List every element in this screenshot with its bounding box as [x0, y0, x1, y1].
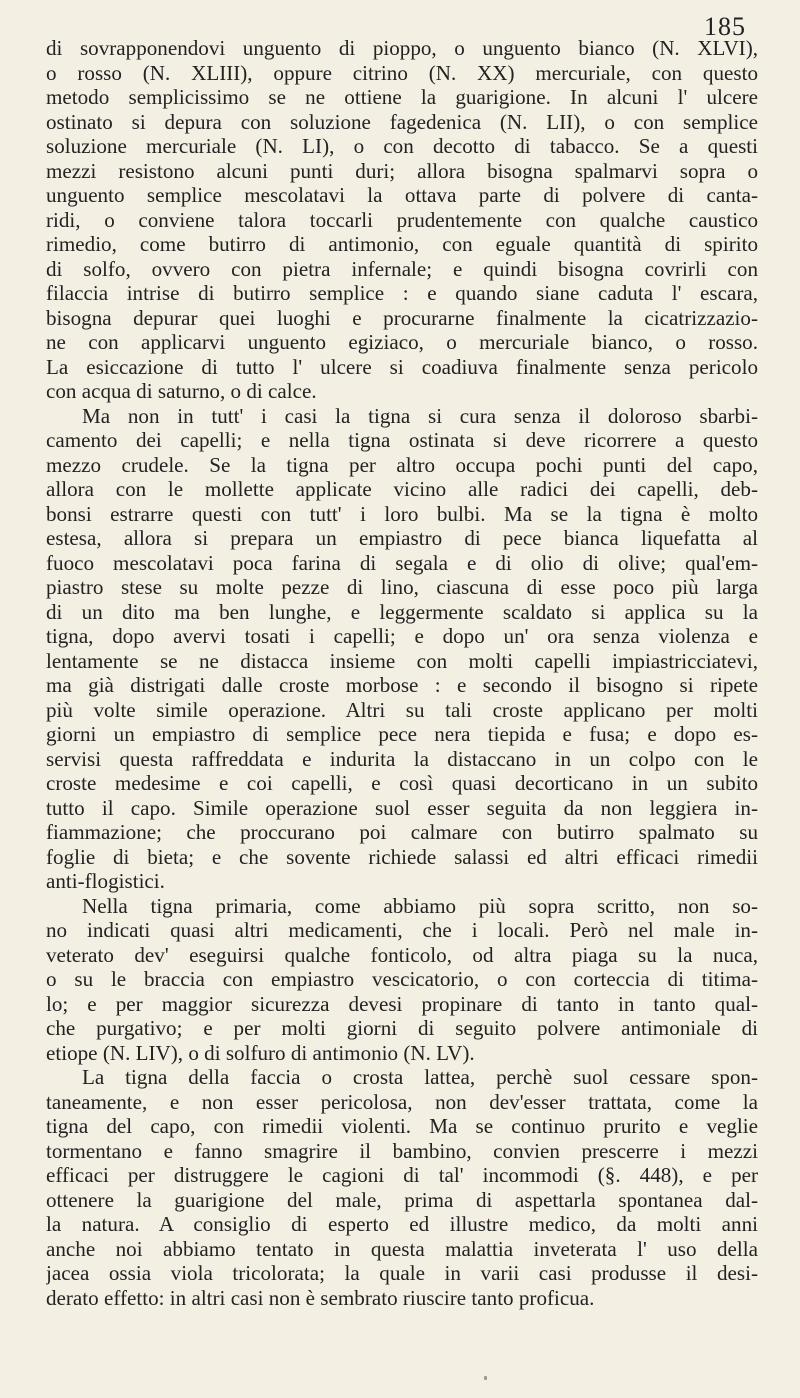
- text-line: mezzi resistono alcuni punti duri; allora bisogna spalmarvi sopra o: [46, 158, 758, 183]
- text-line: ottenere la guarigione del male, prima di aspettarla spontanea dal-: [46, 1187, 758, 1212]
- text-line: filaccia intrise di butirro semplice : e quando siane caduta l' escara,: [46, 281, 758, 305]
- text-line: etiope (N. LIV), o di solfuro di antimonio (N. LV).: [46, 1040, 475, 1065]
- text-line: veterato dev' eseguirsi qualche fonticolo, od altra piaga su la nuca,: [46, 942, 758, 967]
- text-line: allora con le mollette applicate vicino alle radici dei capelli, deb-: [46, 477, 758, 501]
- text-line: efficaci per distruggere le cagioni di tal' incommodi (§. 448), e per: [46, 1163, 758, 1187]
- text-line: Nella tigna primaria, come abbiamo più sopra scritto, non so-: [82, 893, 758, 918]
- text-line: lo; e per maggior sicurezza devesi propinare di tanto in tanto qual-: [46, 991, 758, 1016]
- page-number: 185: [704, 12, 746, 41]
- text-line: bisogna depurar quei luoghi e procurarne finalmente la cicatrizzazio-: [46, 305, 758, 330]
- text-line: unguento semplice mescolatavi la ottava parte di polvere di canta-: [46, 183, 758, 207]
- text-line: tutto il capo. Simile operazione suol esser seguita da non leggiera in-: [46, 795, 758, 820]
- text-line: taneamente, e non esser pericolosa, non dev'esser trattata, come la: [46, 1089, 758, 1114]
- text-line: Ma non in tutt' i casi la tigna si cura senza il doloroso sbarbi-: [82, 403, 758, 428]
- text-line: rimedio, come butirro di antimonio, con eguale quantità di spirito: [46, 232, 758, 256]
- text-line: o rosso (N. XLIII), oppure citrino (N. XX) mercuriale, con questo: [46, 60, 758, 85]
- text-line: più volte simile operazione. Altri su tali croste applicano per molti: [46, 697, 758, 722]
- text-line: no indicati quasi altri medicamenti, che i locali. Però nel male in-: [46, 918, 758, 942]
- text-line: fiammazione; che proccurano poi calmare con butirro spalmato su: [46, 820, 758, 844]
- text-line: di solfo, ovvero con pietra infernale; e quindi bisogna covrirli con: [46, 256, 758, 281]
- text-line: di un dito ma ben lunghe, e leggermente scaldato si applica su la: [46, 599, 758, 624]
- text-line: tormentano e fanno smagrire il bambino, convien prescerre i mezzi: [46, 1138, 758, 1163]
- text-line: soluzione mercuriale (N. LI), o con decotto di tabacco. Se a questi: [46, 134, 758, 158]
- text-line: lentamente se ne distacca insieme con molti capelli impiastricciatevi,: [46, 648, 758, 673]
- text-line: mezzo crudele. Se la tigna per altro occupa pochi punti del capo,: [46, 452, 758, 477]
- text-line: ne con applicarvi unguento egiziaco, o mercuriale bianco, o rosso.: [46, 330, 758, 354]
- text-line: anti-flogistici.: [46, 869, 165, 893]
- text-line: con acqua di saturno, o di calce.: [46, 379, 317, 403]
- text-line: fuoco mescolatavi poca farina di segala e di olio di olive; qual'em-: [46, 550, 758, 575]
- text-line: anche noi abbiamo tentato in questa malattia inveterata l' uso della: [46, 1236, 758, 1261]
- text-line: metodo semplicissimo se ne ottiene la guarigione. In alcuni l' ulcere: [46, 85, 758, 109]
- text-line: giorni un empiastro di semplice pece nera tiepida e fusa; e dopo es-: [46, 722, 758, 746]
- ink-speck: [484, 1376, 487, 1380]
- text-line: ostinato si depura con soluzione fagedenica (N. LII), o con semplice: [46, 109, 758, 134]
- text-line: piastro stese su molte pezze di lino, ciascuna di esse poco più larga: [46, 575, 758, 599]
- text-line: tigna, dopo avervi tosati i capelli; e dopo un' ora senza violenza e: [46, 624, 758, 648]
- text-line: bonsi estrarre questi con tutt' i loro bulbi. Ma se la tigna è molto: [46, 501, 758, 526]
- text-line: che purgativo; e per molti giorni di seguito polvere antimoniale di: [46, 1016, 758, 1040]
- text-line: ma già distrigati dalle croste morbose : e secondo il bisogno si ripete: [46, 673, 758, 697]
- text-line: estesa, allora si prepara un empiastro di pece bianca liquefatta al: [46, 526, 758, 550]
- text-line: camento dei capelli; e nella tigna ostinata si deve ricorrere a questo: [46, 428, 758, 452]
- body-text: [46, 36, 758, 1310]
- text-line: o su le braccia con empiastro vescicatorio, o con corteccia di titima-: [46, 967, 758, 991]
- text-line: di sovrapponendovi unguento di pioppo, o unguento bianco (N. XLVI),: [46, 36, 758, 60]
- text-line: foglie di bieta; e che sovente richiede salassi ed altri efficaci rimedii: [46, 844, 758, 869]
- text-line: ridi, o conviene talora toccarli prudentemente con qualche caustico: [46, 207, 758, 232]
- text-line: La esiccazione di tutto l' ulcere si coadiuva finalmente senza pericolo: [46, 354, 758, 379]
- text-line: jacea ossia viola tricolorata; la quale in varii casi produsse il desi-: [46, 1261, 758, 1285]
- text-line: tigna del capo, con rimedii violenti. Ma se continuo prurito e veglie: [46, 1114, 758, 1138]
- text-line: croste medesime e coi capelli, e così quasi decorticano in un subito: [46, 771, 758, 795]
- text-line: servisi questa raffreddata e indurita la distaccano in un colpo con le: [46, 746, 758, 771]
- text-line: La tigna della faccia o crosta lattea, perchè suol cessare spon-: [82, 1065, 758, 1089]
- text-line: la natura. A consiglio di esperto ed illustre medico, da molti anni: [46, 1212, 758, 1236]
- text-line: derato effetto: in altri casi non è sembrato riuscire tanto proficua.: [46, 1285, 595, 1310]
